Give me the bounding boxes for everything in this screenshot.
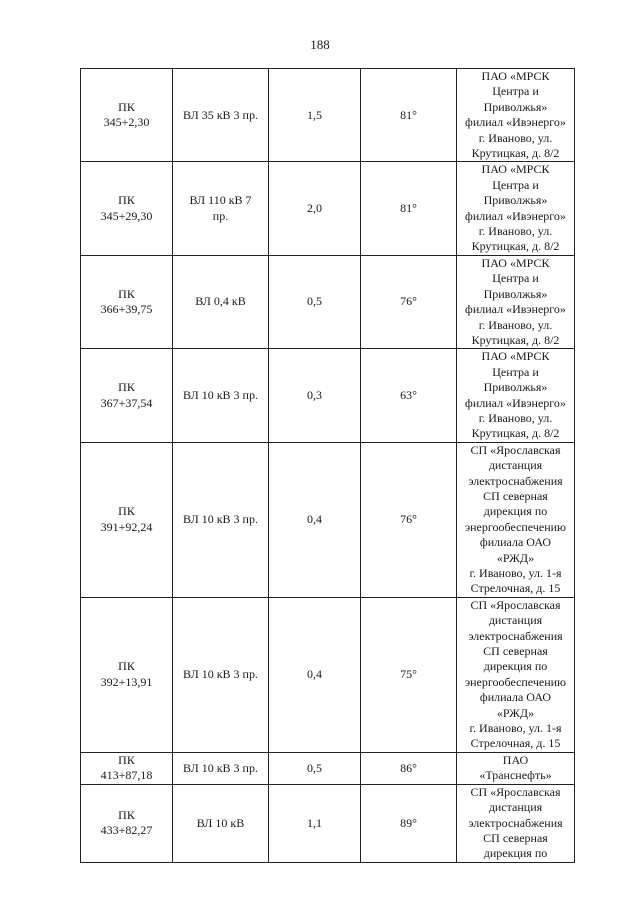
clearance-cell: 2,0 — [269, 162, 361, 255]
owner-line: филиала ОАО — [479, 690, 552, 705]
picket-cell: ПК 392+13,91 — [81, 597, 173, 752]
owner-line: г. Иваново, ул. — [478, 224, 553, 239]
owner-line: Центра и — [492, 364, 539, 379]
owner-line: СП северная — [483, 644, 548, 659]
owner-line: ПАО «МРСК — [481, 255, 550, 270]
owner-line: Приволжья» — [483, 99, 548, 114]
clearance-cell: 1,1 — [269, 784, 361, 862]
owner-cell — [457, 69, 575, 162]
owner-line: электроснабжения — [468, 473, 563, 488]
owner-line: г. Иваново, ул. — [478, 317, 553, 332]
owner-line: дистанция — [488, 613, 543, 628]
owner-line: Центра и — [492, 271, 539, 286]
owner-line: дирекция по — [483, 504, 548, 519]
owner-line: «РЖД» — [496, 550, 535, 565]
owner-line: дистанция — [488, 800, 543, 815]
angle-cell: 86° — [361, 752, 457, 784]
angle-cell: 63° — [361, 349, 457, 442]
table-body — [81, 69, 575, 863]
angle-cell: 76° — [361, 255, 457, 348]
owner-line: СП северная — [483, 830, 548, 845]
angle-cell: 81° — [361, 162, 457, 255]
picket-cell: ПК 391+92,24 — [81, 442, 173, 597]
clearance-cell: 0,4 — [269, 442, 361, 597]
table-row — [81, 752, 575, 784]
table-row — [81, 162, 575, 255]
owner-line: Крутицкая, д. 8/2 — [471, 146, 560, 161]
owner-line: электроснабжения — [468, 815, 563, 830]
clearance-cell: 1,5 — [269, 69, 361, 162]
table-row — [81, 69, 575, 162]
table-row — [81, 597, 575, 752]
clearance-cell: 0,5 — [269, 255, 361, 348]
picket-cell: ПК 413+87,18 — [81, 752, 173, 784]
owner-line: СП «Ярославская — [470, 597, 561, 612]
owner-line: филиал «Ивэнерго» — [465, 302, 566, 317]
clearance-cell: 0,4 — [269, 597, 361, 752]
power-line-cell: ВЛ 35 кВ 3 пр. — [173, 69, 269, 162]
owner-line: г. Иваново, ул. — [478, 410, 553, 425]
picket-cell: ПК 366+39,75 — [81, 255, 173, 348]
picket-cell: ПК 433+82,27 — [81, 784, 173, 862]
owner-cell — [457, 752, 575, 784]
owner-line: ПАО «МРСК — [481, 349, 550, 364]
clearance-cell: 0,5 — [269, 752, 361, 784]
owner-line: филиал «Ивэнерго» — [465, 208, 566, 223]
clearance-cell: 0,3 — [269, 349, 361, 442]
owner-line: ПАО «МРСК — [481, 162, 550, 177]
owner-cell — [457, 162, 575, 255]
owner-line: Крутицкая, д. 8/2 — [471, 239, 560, 254]
owner-line: СП северная — [483, 488, 548, 503]
owner-line: СП «Ярославская — [470, 442, 561, 457]
owner-cell — [457, 255, 575, 348]
power-line-cell: ВЛ 10 кВ 3 пр. — [173, 442, 269, 597]
owner-cell — [457, 784, 575, 862]
owner-line: электроснабжения — [468, 628, 563, 643]
owner-line: ПАО «МРСК — [481, 69, 550, 83]
table-row — [81, 255, 575, 348]
owner-line: «РЖД» — [496, 705, 535, 720]
owner-line: Стрелочная, д. 15 — [470, 581, 561, 596]
owner-line: ПАО — [502, 752, 529, 767]
owner-line: Центра и — [492, 84, 539, 99]
owner-line: г. Иваново, ул. 1-я — [469, 721, 562, 736]
power-line-cell: ВЛ 110 кВ 7 пр. — [173, 162, 269, 255]
owner-line: Крутицкая, д. 8/2 — [471, 332, 560, 347]
angle-cell: 81° — [361, 69, 457, 162]
crossings-table — [80, 68, 575, 863]
owner-cell — [457, 442, 575, 597]
owner-line: Приволжья» — [483, 286, 548, 301]
owner-line: филиал «Ивэнерго» — [465, 395, 566, 410]
owner-line: Центра и — [492, 177, 539, 192]
page-number: 188 — [310, 37, 330, 52]
power-line-cell: ВЛ 0,4 кВ — [173, 255, 269, 348]
owner-line: г. Иваново, ул. — [478, 130, 553, 145]
picket-cell: ПК 345+2,30 — [81, 69, 173, 162]
owner-line: филиал «Ивэнерго» — [465, 115, 566, 130]
power-line-cell: ВЛ 10 кВ — [173, 784, 269, 862]
owner-line: дирекция по — [483, 846, 548, 861]
owner-cell — [457, 597, 575, 752]
table-row — [81, 349, 575, 442]
owner-line: филиала ОАО — [479, 535, 552, 550]
owner-line: дирекция по — [483, 659, 548, 674]
owner-line: Приволжья» — [483, 380, 548, 395]
owner-line: энергообеспечению — [464, 674, 567, 689]
owner-line: Приволжья» — [483, 193, 548, 208]
picket-cell: ПК 367+37,54 — [81, 349, 173, 442]
table-row — [81, 442, 575, 597]
owner-line: дистанция — [488, 458, 543, 473]
power-line-cell: ВЛ 10 кВ 3 пр. — [173, 752, 269, 784]
owner-line: «Транснефть» — [479, 768, 552, 783]
power-line-cell: ВЛ 10 кВ 3 пр. — [173, 597, 269, 752]
power-line-cell: ВЛ 10 кВ 3 пр. — [173, 349, 269, 442]
table-row — [81, 784, 575, 862]
owner-line: Стрелочная, д. 15 — [470, 736, 561, 751]
picket-cell: ПК 345+29,30 — [81, 162, 173, 255]
owner-line: СП «Ярославская — [470, 784, 561, 799]
owner-cell — [457, 349, 575, 442]
owner-line: энергообеспечению — [464, 519, 567, 534]
angle-cell: 89° — [361, 784, 457, 862]
owner-line: Крутицкая, д. 8/2 — [471, 426, 560, 441]
owner-line: г. Иваново, ул. 1-я — [469, 566, 562, 580]
angle-cell: 76° — [361, 442, 457, 597]
angle-cell: 75° — [361, 597, 457, 752]
